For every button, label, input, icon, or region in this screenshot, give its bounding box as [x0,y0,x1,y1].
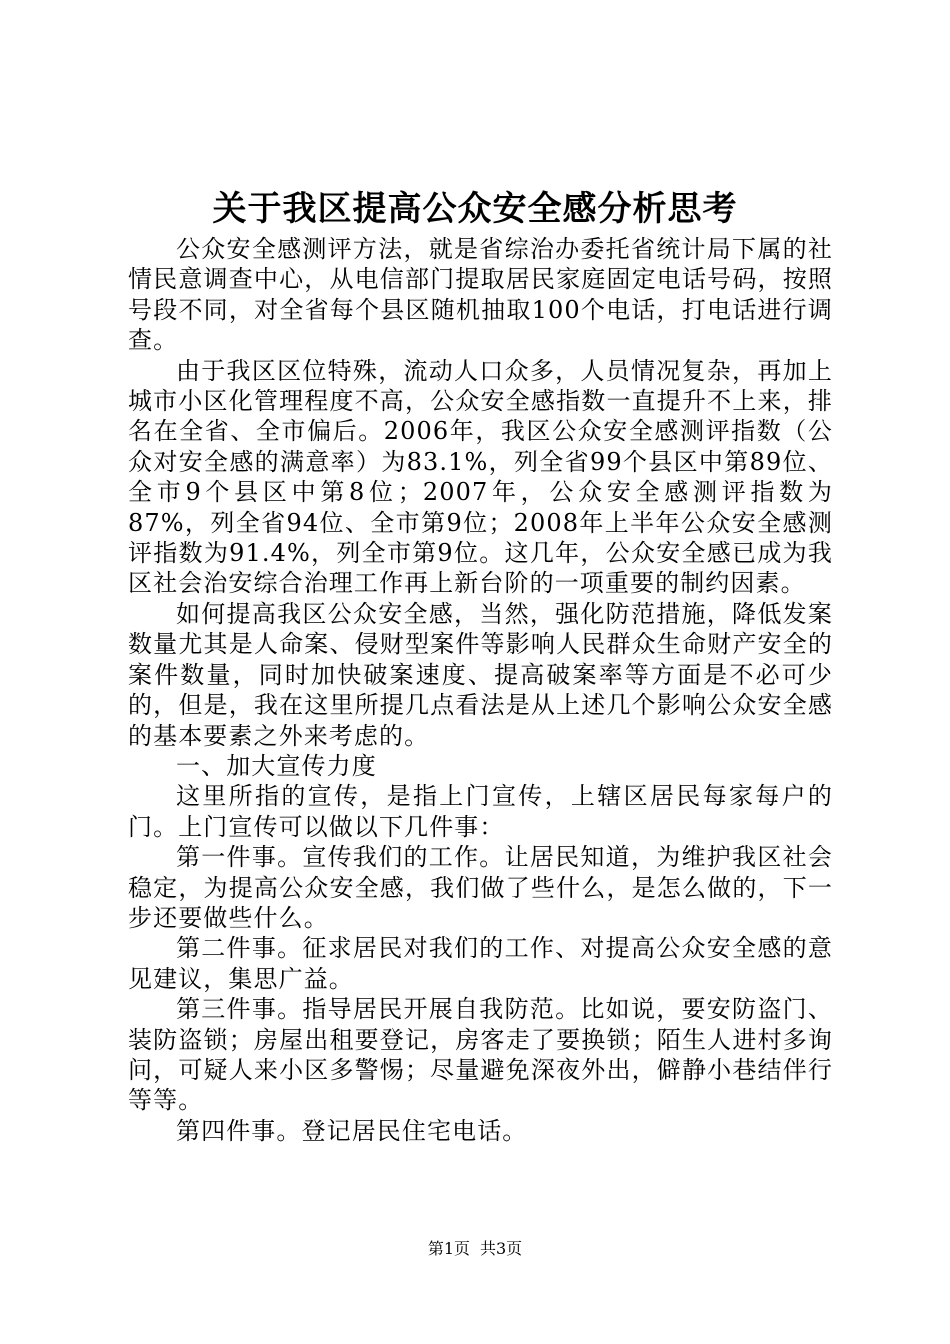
paragraph-ranking-history: 由于我区区位特殊，流动人口众多，人员情况复杂，再加上城市小区化管理程度不高，公众安全感指数一直提升不上来，排名在全省、全市偏后。2006年，我区公众安全感测评指数（公众对安全感的满意率）为83.1%，列全省99个县区中第89位、全市9个县区中第8位；2007年，公众安全感测评指数为87%，列全省94位、全市第9位；2008年上半年公众安全感测评指数为91.4%，列全市第9位。这几年，公众安全感已成为我区社会治安综合治理工作再上新台阶的一项重要的制约因素。 [128,356,833,598]
paragraph-task-one: 第一件事。宣传我们的工作。让居民知道，为维护我区社会稳定，为提高公众安全感，我们做了些什么，是怎么做的，下一步还要做些什么。 [128,843,833,932]
page-footer [0,1237,950,1261]
page-title: 关于我区提高公众安全感分析思考 [212,189,738,229]
paragraph-approach: 如何提高我区公众安全感，当然，强化防范措施，降低发案数量尤其是人命案、侵财型案件等影响人民群众生命财产安全的案件数量，同时加快破案速度、提高破案率等方面是不必可少的，但是，我在这里所提几点看法是从上述几个影响公众安全感的基本要素之外来考虑的。 [128,599,833,750]
page-number: 第1页 [427,1239,470,1258]
section-heading-publicity: 一、加大宣传力度 [176,751,377,780]
paragraph-door-to-door: 这里所指的宣传，是指上门宣传，上辖区居民每家每户的门。上门宣传可以做以下几件事： [128,782,833,841]
paragraph-task-two: 第二件事。征求居民对我们的工作、对提高公众安全感的意见建议，集思广益。 [128,934,833,993]
paragraph-task-three: 第三件事。指导居民开展自我防范。比如说，要安防盗门、装防盗锁；房屋出租要登记，房客走了要换锁；陌生人进村多询问，可疑人来小区多警惕；尽量避免深夜外出，僻静小巷结伴行等等。 [128,995,833,1115]
document-body [128,234,833,1146]
paragraph-survey-method: 公众安全感测评方法，就是省综治办委托省统计局下属的社情民意调查中心，从电信部门提取居民家庭固定电话号码，按照号段不同，对全省每个县区随机抽取100个电话，打电话进行调查。 [128,235,833,355]
paragraph-task-four: 第四件事。登记居民住宅电话。 [176,1116,528,1145]
page-total: 共3页 [480,1239,523,1258]
